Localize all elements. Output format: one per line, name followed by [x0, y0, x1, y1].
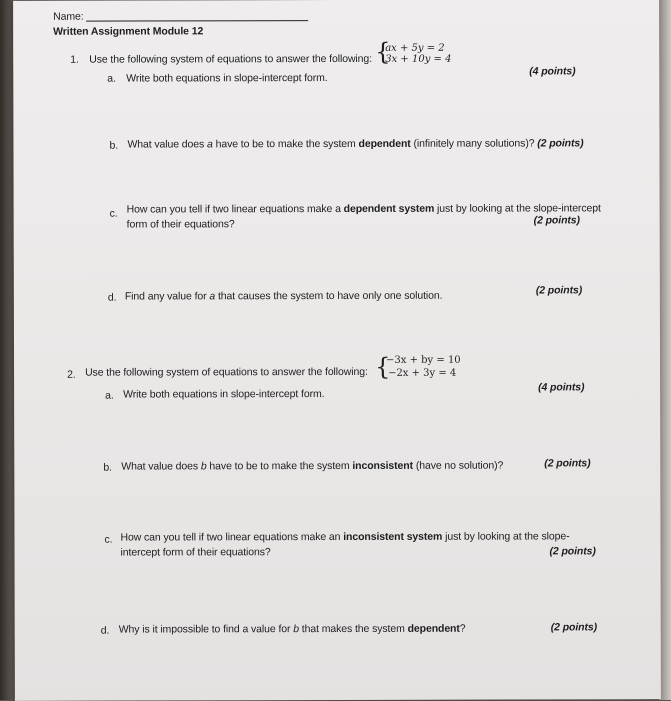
- q1-prompt: Use the following system of equations to answer the following:: [89, 52, 372, 66]
- q2-equation-2: −2x + 3y = 4: [388, 367, 457, 379]
- q2b-points: (2 points): [544, 457, 591, 470]
- q1c-text-line2: form of their equations?: [126, 218, 235, 231]
- q1d-points: (2 points): [535, 284, 583, 297]
- q2c-letter: c.: [104, 533, 113, 546]
- q1a-text: Write both equations in slope-intercept form.: [126, 72, 328, 85]
- q2c-points: (2 points): [549, 545, 596, 558]
- q1-number: 1.: [70, 53, 79, 66]
- q1c-text-line1: How can you tell if two linear equations make a dependent system just by looking at the slope-intercept: [126, 202, 601, 216]
- q2d-points: (2 points): [550, 621, 597, 634]
- q2-number: 2.: [67, 368, 76, 381]
- assignment-title: Written Assignment Module 12: [53, 25, 204, 38]
- q1-equation-2: 3x + 10y = 4: [385, 53, 452, 65]
- q2d-text: Why is it impossible to find a value for b that makes the system dependent?: [118, 622, 466, 636]
- q2a-points: (4 points): [538, 381, 585, 394]
- q1b-text: What value does a have to be to make the system dependent (infinitely many solutions)? (2 points): [127, 137, 584, 151]
- q2c-text-line1: How can you tell if two linear equations make an inconsistent system just by looking at the slope-: [120, 530, 570, 544]
- name-blank-line: [86, 20, 308, 22]
- q1a-letter: a.: [107, 72, 116, 85]
- worksheet-page: [13, 0, 661, 701]
- q2-equation-1: −3x + by = 10: [386, 354, 461, 366]
- q2c-text-line2: intercept form of their equations?: [120, 546, 271, 559]
- background-right: [659, 0, 671, 700]
- q1-equation-1: ax + 5y = 2: [385, 42, 445, 54]
- q1b-letter: b.: [109, 139, 119, 152]
- q2b-text: What value does b have to be to make the system inconsistent (have no solution)?: [121, 459, 504, 473]
- q2-system-brace: {: [375, 352, 391, 381]
- q1a-points: (4 points): [529, 65, 576, 78]
- q1c-letter: c.: [109, 207, 118, 220]
- q1-system-brace: {: [375, 37, 391, 66]
- q1d-text: Find any value for a that causes the system to have only one solution.: [124, 289, 443, 303]
- q2d-letter: d.: [100, 624, 110, 637]
- name-label: Name:: [53, 10, 84, 23]
- q2a-text: Write both equations in slope-intercept form.: [123, 388, 325, 401]
- q2b-letter: b.: [103, 461, 112, 474]
- q2a-letter: a.: [105, 389, 114, 402]
- q1c-points: (2 points): [533, 214, 580, 227]
- q2-prompt: Use the following system of equations to answer the following:: [85, 365, 368, 379]
- q1d-letter: d.: [107, 291, 117, 304]
